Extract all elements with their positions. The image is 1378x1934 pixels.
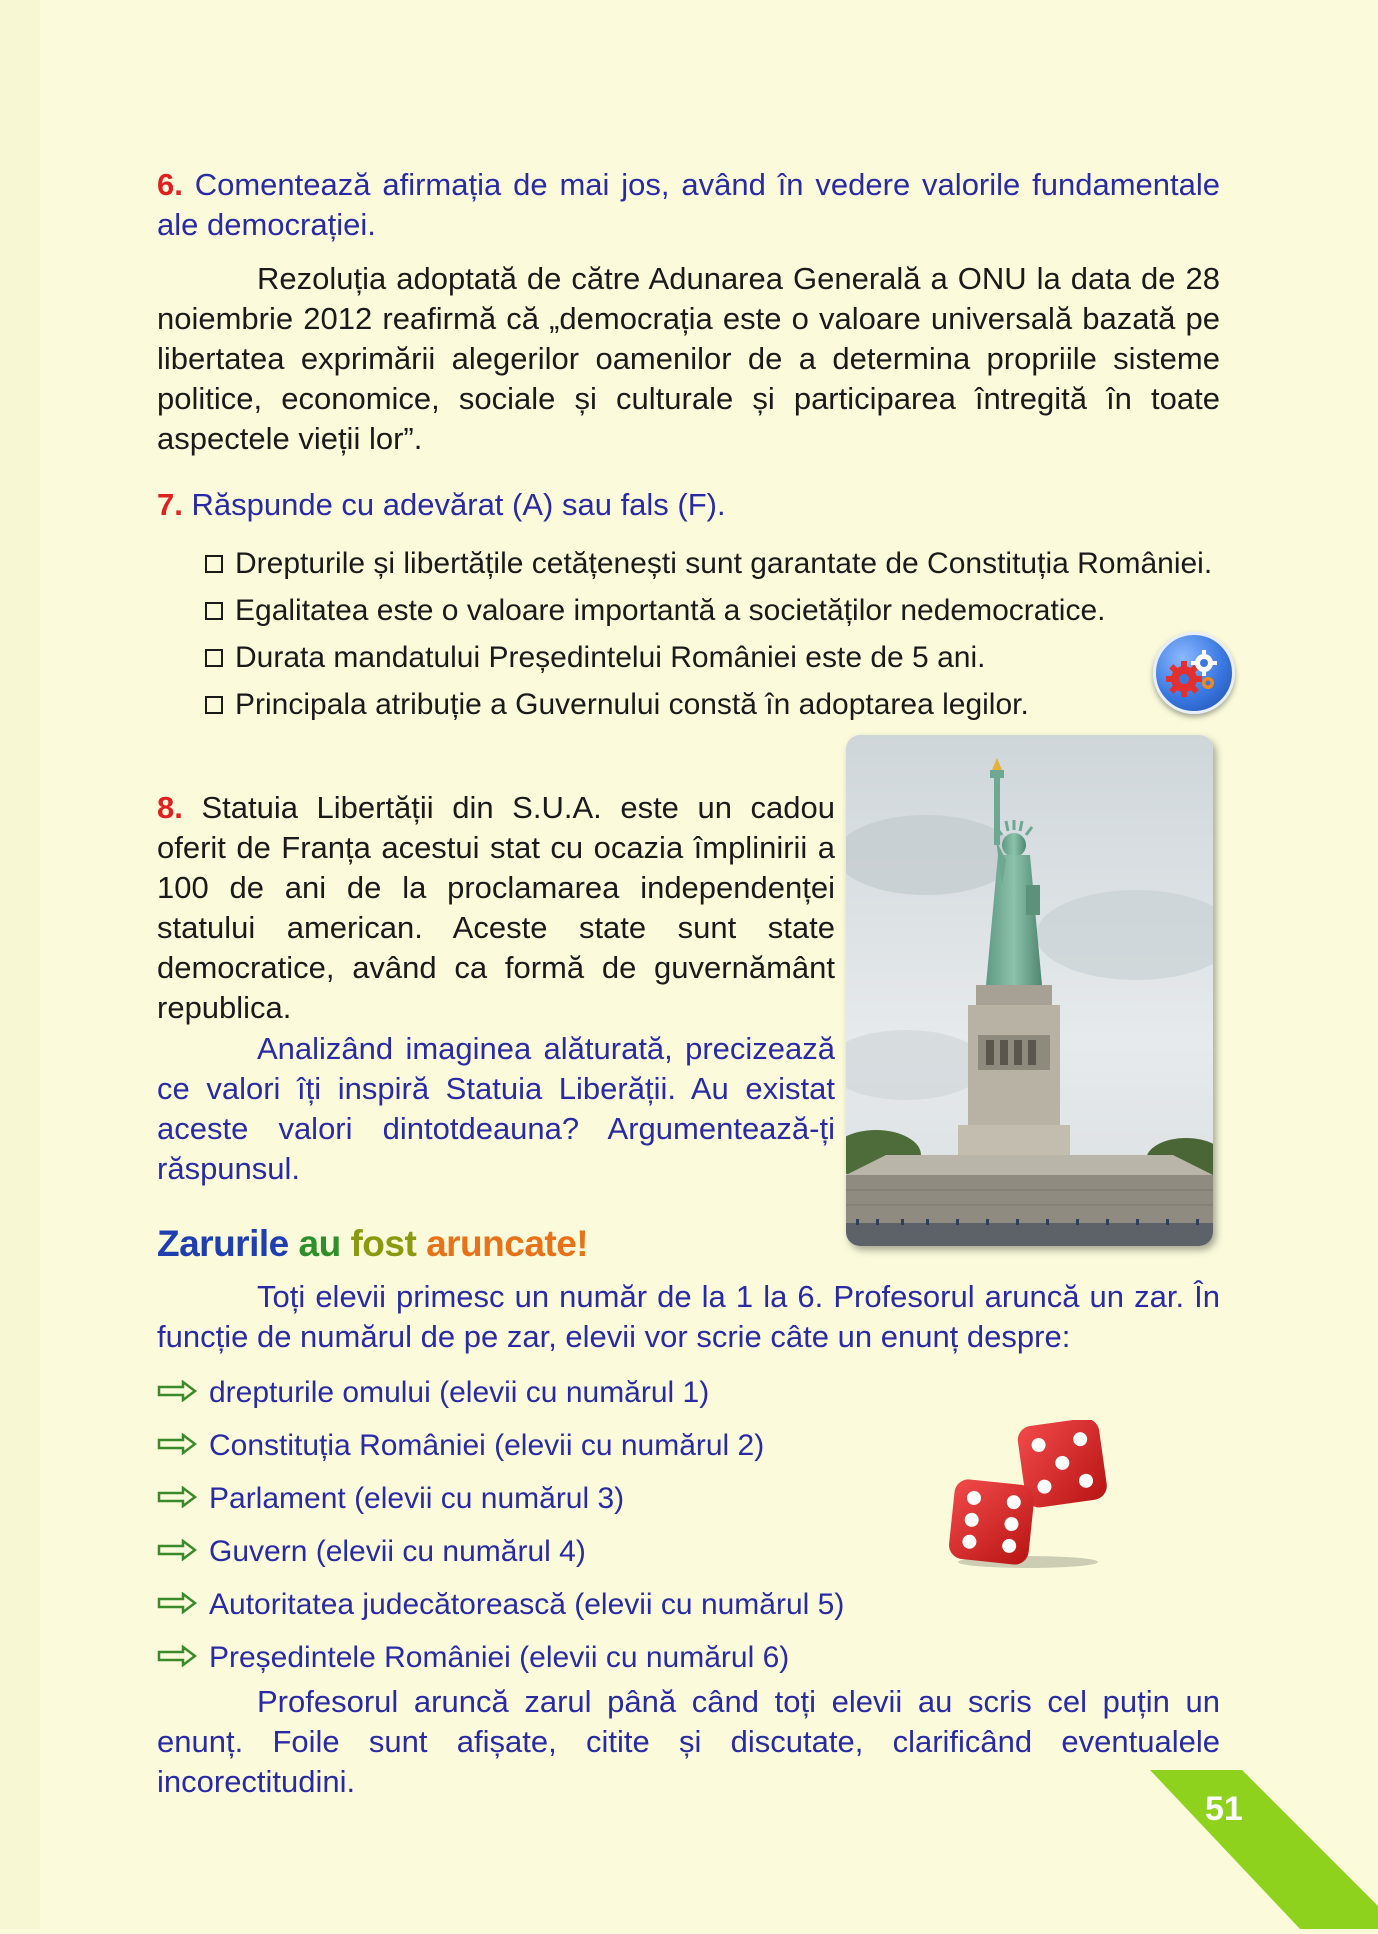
- list-item: [205, 587, 1212, 634]
- list-item: [157, 1578, 844, 1631]
- topic-text: Parlament (elevii cu numărul 3): [209, 1482, 625, 1515]
- checkbox[interactable]: [205, 555, 223, 573]
- dice-section-title: [157, 1222, 588, 1266]
- statement-text: Principala atribuție a Guvernului constă în adoptarea legilor.: [235, 688, 1029, 721]
- list-item: [157, 1419, 844, 1472]
- page-corner: [1150, 1770, 1378, 1929]
- question-8-number: 8.: [157, 790, 183, 825]
- title-word-2: au: [298, 1223, 341, 1264]
- topic-text: drepturile omului (elevii cu numărul 1): [209, 1376, 710, 1409]
- question-8-prompt: Analizând imaginea alăturată, precizează ce valori îți inspiră Statuia Liberății. Au existat aceste valori dintotdeauna? Argumentează-ți răspunsul.: [157, 1031, 835, 1186]
- question-6: [157, 165, 1220, 459]
- question-7-number: 7.: [157, 487, 183, 522]
- arrow-right-icon: [157, 1366, 197, 1419]
- arrow-right-icon: [157, 1578, 197, 1631]
- list-item: [205, 540, 1212, 587]
- arrow-right-icon: [157, 1472, 197, 1525]
- question-7-prompt: [157, 485, 1220, 525]
- question-7-prompt-text: Răspunde cu adevărat (A) sau fals (F).: [191, 487, 726, 522]
- question-6-prompt-text: Comentează afirmația de mai jos, având în vedere valorile fundamentale ale democrației.: [157, 167, 1220, 242]
- list-item: [205, 634, 1212, 681]
- statement-text: Durata mandatului Președintelui României este de 5 ani.: [235, 641, 986, 674]
- dice-intro: Toți elevii primesc un număr de la 1 la 6. Profesorul aruncă un zar. În funcție de numărul de pe zar, elevii vor scrie câte un enunț despre:: [157, 1279, 1220, 1354]
- list-item: [157, 1525, 844, 1578]
- question-6-number: 6.: [157, 167, 183, 202]
- gears-icon: [1153, 632, 1235, 714]
- topic-text: Guvern (elevii cu numărul 4): [209, 1535, 586, 1568]
- page-number: 51: [1205, 1790, 1243, 1828]
- checkbox[interactable]: [205, 696, 223, 714]
- question-8-body: Statuia Libertății din S.U.A. este un cadou oferit de Franța acestui stat cu ocazia împlinirii a 100 de ani de la proclamarea independenței statului american. Aceste state sunt state democratice, având ca formă de guvernământ republica.: [157, 790, 835, 1025]
- dice-topic-list: [157, 1366, 844, 1684]
- arrow-right-icon: [157, 1631, 197, 1684]
- true-false-list: [205, 540, 1212, 728]
- statement-text: Egalitatea este o valoare importantă a societăților nedemocratice.: [235, 594, 1106, 627]
- arrow-right-icon: [157, 1419, 197, 1472]
- list-item: [205, 681, 1212, 728]
- title-word-1: Zarurile: [157, 1223, 289, 1264]
- question-8-text: [157, 788, 835, 1028]
- dice-icon: [948, 1420, 1118, 1570]
- dice-outro: Profesorul aruncă zarul până când toți elevii au scris cel puțin un enunț. Foile sunt afișate, citite și discutate, clarificând eventualele incorectitudini.: [157, 1684, 1220, 1799]
- checkbox[interactable]: [205, 602, 223, 620]
- topic-text: Constituția României (elevii cu numărul 2): [209, 1429, 765, 1462]
- topic-text: Autoritatea judecătorească (elevii cu numărul 5): [209, 1588, 845, 1621]
- statement-text: Drepturile și libertățile cetățenești sunt garantate de Constituția României.: [235, 547, 1213, 580]
- list-item: [157, 1631, 844, 1684]
- question-6-prompt: [157, 165, 1220, 245]
- title-word-3: fost: [350, 1223, 417, 1264]
- topic-text: Președintele României (elevii cu numărul 6): [209, 1641, 790, 1674]
- list-item: [157, 1366, 844, 1419]
- page-edge: [0, 0, 40, 1929]
- arrow-right-icon: [157, 1525, 197, 1578]
- list-item: [157, 1472, 844, 1525]
- question-7: [157, 485, 1220, 525]
- title-word-4: aruncate!: [426, 1223, 589, 1264]
- question-6-quote: Rezoluția adoptată de către Adunarea Generală a ONU la data de 28 noiembrie 2012 reafirmă că „democrația este o valoare universală bazată pe libertatea exprimării alegerilor oamenilor de a determina propriile sisteme politice, economice, sociale și culturale și participarea întregită în toate aspectele vieții lor”.: [157, 261, 1220, 456]
- checkbox[interactable]: [205, 649, 223, 667]
- statue-of-liberty-photo: [846, 735, 1213, 1246]
